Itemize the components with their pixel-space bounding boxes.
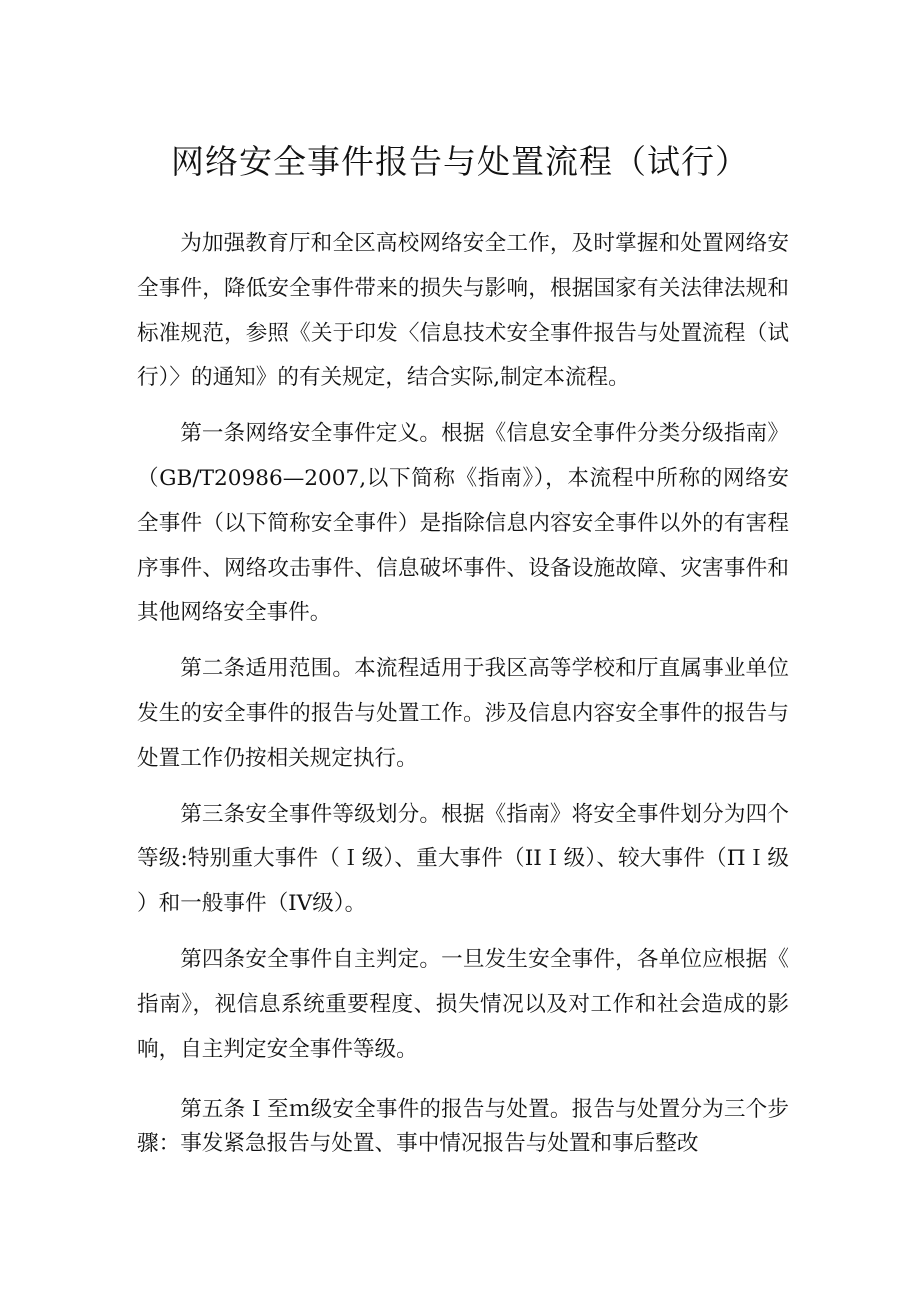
paragraph-article-4: 第四条安全事件自主判定。一旦发生安全事件，各单位应根据《指南》，视信息系统重要程度、损失情况以及对工作和社会造成的影响，自主判定安全事件等级。 xyxy=(137,946,789,1062)
paragraph-article-3: 第三条安全事件等级划分。根据《指南》将安全事件划分为四个等级:特别重大事件（Ｉ级）、重大事件（IIＩ级）、较大事件（ΠＩ级）和一般事件（IV级）。 xyxy=(137,801,789,917)
paragraph-article-2: 第二条适用范围。本流程适用于我区高等学校和厅直属事业单位发生的安全事件的报告与处置工作。涉及信息内容安全事件的报告与处置工作仍按相关规定执行。 xyxy=(137,656,789,771)
paragraph-article-1: 第一条网络安全事件定义。根据《信息安全事件分类分级指南》（GB/T20986—2007,以下简称《指南》），本流程中所称的网络安全事件（以下简称安全事件）是指除信息内容安全事件以外的有害程序事件、网络攻击事件、信息破坏事件、设备设施故障、灾害事件和其他网络安全事件。 xyxy=(137,421,789,626)
document-body xyxy=(137,222,789,1161)
paragraph-intro: 为加强教育厅和全区高校网络安全工作，及时掌握和处置网络安全事件，降低安全事件带来的损失与影响，根据国家有关法律法规和标准规范，参照《关于印发〈信息技术安全事件报告与处置流程（试行）〉的通知》的有关规定，结合实际,制定本流程。 xyxy=(137,231,789,391)
paragraph-article-5: 第五条Ｉ至ｍ级安全事件的报告与处置。报告与处置分为三个步骤：事发紧急报告与处置、事中情况报告与处置和事后整改 xyxy=(137,1097,789,1157)
document-title: 网络安全事件报告与处置流程（试行） xyxy=(171,142,749,181)
